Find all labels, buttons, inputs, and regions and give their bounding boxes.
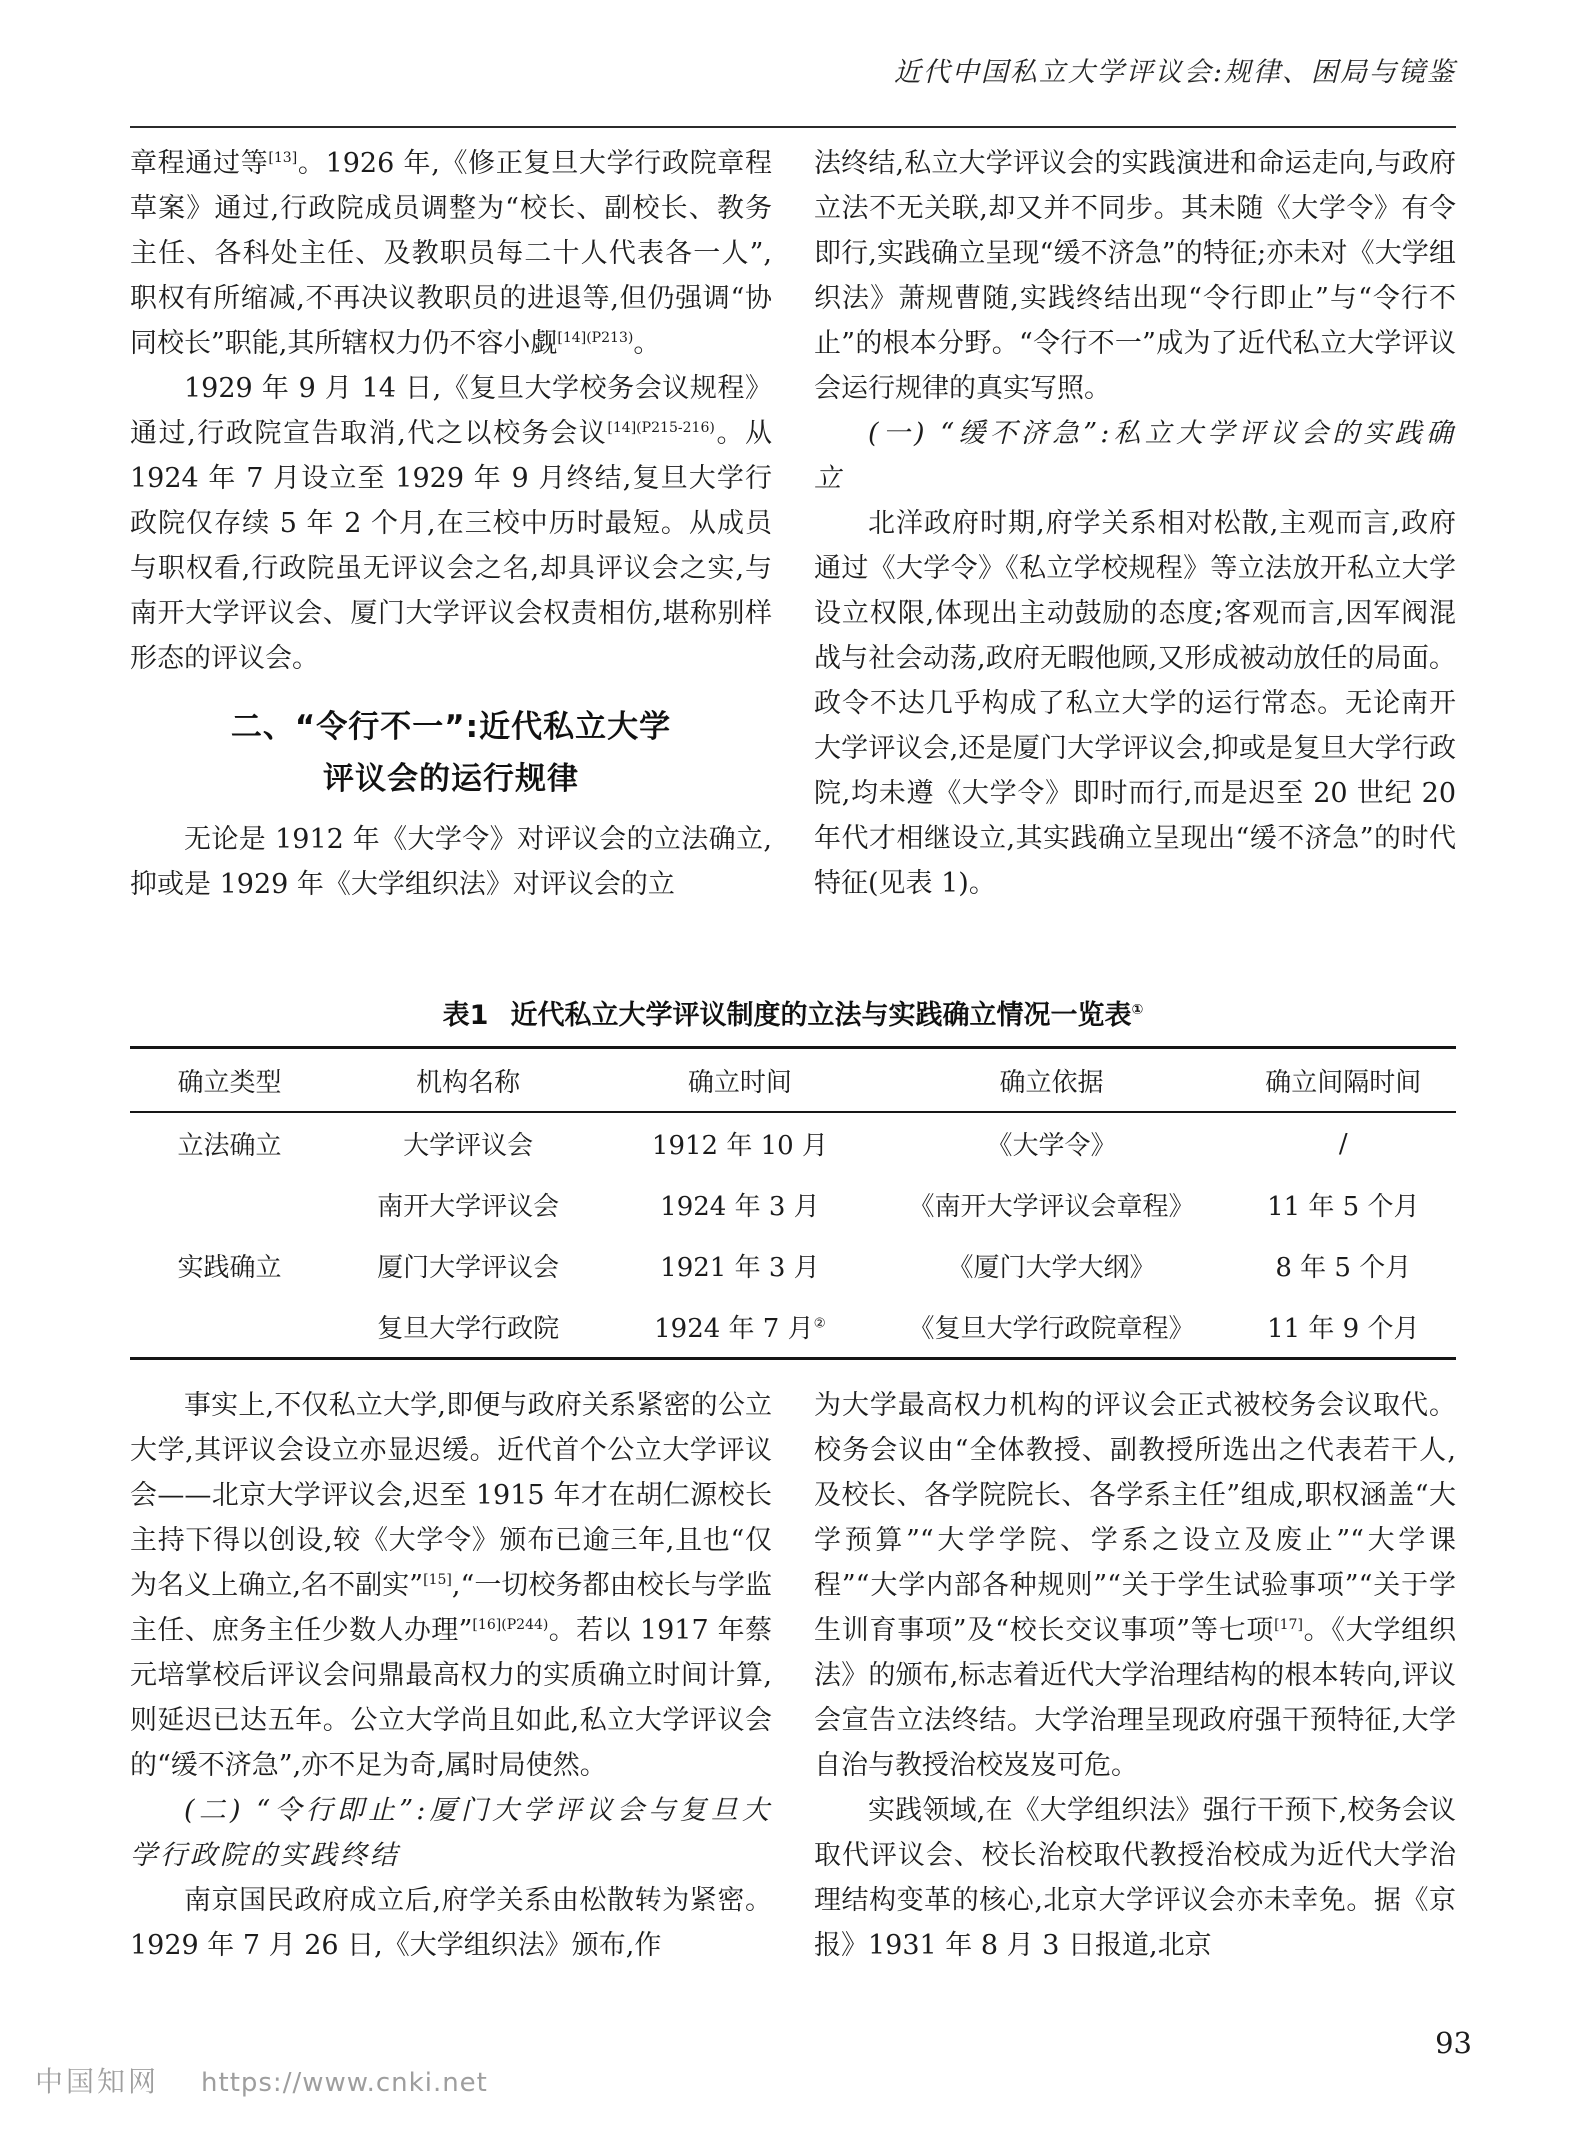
text-run: (二) “令行即止”:厦门大学评议会与复旦大学行政院的实践终结 bbox=[130, 1795, 772, 1871]
subsection-heading bbox=[814, 411, 1456, 501]
paragraph bbox=[130, 817, 772, 907]
paragraph bbox=[130, 1383, 772, 1788]
cell-interval-time: 11 年 9 个月 bbox=[1267, 1314, 1420, 1344]
page-number: 93 bbox=[1435, 2026, 1472, 2060]
text-run: 章程通过等 bbox=[130, 148, 269, 179]
paragraph bbox=[814, 1788, 1456, 1968]
cell-establishment-type: 实践确立 bbox=[177, 1253, 282, 1283]
table-row bbox=[130, 1235, 1456, 1296]
running-title: 近代中国私立大学评议会:规律、困局与镜鉴 bbox=[893, 57, 1456, 88]
text-run: 1929 年 9 月 14 日,《复旦大学校务会议规程》通过,行政院宣告取消,代之以校务会议 bbox=[130, 373, 772, 449]
table-caption-text: 近代私立大学评议制度的立法与实践确立情况一览表 bbox=[510, 1000, 1132, 1031]
section-heading-line: 评议会的运行规律 bbox=[323, 761, 579, 797]
table-row bbox=[130, 1296, 1456, 1359]
column-top-left bbox=[130, 141, 772, 989]
text-run: 事实上,不仅私立大学,即便与政府关系紧密的公立大学,其评议会设立亦显迟缓。近代首个公立大学评议会——北京大学评议会,迟至 1915 年才在胡仁源校长主持下得以创设,较《大学令》颁布已逾三年,且也“仅为名义上确立,名不副实” bbox=[130, 1390, 772, 1601]
cell-establishment-basis: 《厦门大学大纲》 bbox=[947, 1253, 1156, 1283]
column-top-right bbox=[814, 141, 1456, 989]
table-caption-label: 表1 bbox=[442, 1000, 489, 1031]
cell-organization: 南开大学评议会 bbox=[377, 1192, 560, 1222]
text-run: 为大学最高权力机构的评议会正式被校务会议取代。校务会议由“全体教授、副教授所选出之代表若干人,及校长、各学院院长、各学系主任”组成,职权涵盖“大学预算”“大学学院、学系之设立及废止”“大学课程”“大学内部各种规则”“关于学生试验事项”“关于学生训育事项”及“校长交议事项”等七项 bbox=[814, 1390, 1456, 1646]
citation-superscript: [13] bbox=[268, 150, 298, 166]
citation-superscript: [16](P244) bbox=[472, 1617, 549, 1633]
cell-establishment-basis: 《复旦大学行政院章程》 bbox=[908, 1314, 1195, 1344]
cell-establishment-type: 立法确立 bbox=[177, 1131, 282, 1161]
table-footnote-mark: ② bbox=[813, 1315, 826, 1332]
column-bottom-left bbox=[130, 1383, 772, 1968]
paragraph bbox=[130, 366, 772, 681]
paragraph bbox=[130, 141, 772, 366]
section-heading-line: 二、“令行不一”:近代私立大学 bbox=[230, 709, 672, 745]
table-caption-footnote-mark: ① bbox=[1131, 1002, 1144, 1018]
header-rule bbox=[130, 126, 1456, 128]
cell-interval-time: 11 年 5 个月 bbox=[1267, 1192, 1420, 1222]
text-run: ,“一切校务都由校长与学监主任、庶务主任少数人办理” bbox=[130, 1570, 772, 1646]
cell-establishment-time: 1912 年 10 月 bbox=[651, 1131, 828, 1161]
table-header-cell: 确立依据 bbox=[999, 1067, 1104, 1098]
text-run: 法终结,私立大学评议会的实践演进和命运走向,与政府立法不无关联,却又并不同步。其未随《大学令》有令即行,实践确立呈现“缓不济急”的特征;亦未对《大学组织法》萧规曹随,实践终结出现“令行即止”与“令行不止”的根本分野。“令行不一”成为了近代私立大学评议会运行规律的真实写照。 bbox=[814, 148, 1456, 404]
text-run: 。 bbox=[633, 328, 661, 359]
cell-organization: 厦门大学评议会 bbox=[377, 1253, 560, 1283]
table-header-cell: 确立类型 bbox=[177, 1067, 282, 1098]
cell-organization: 复旦大学行政院 bbox=[377, 1314, 560, 1344]
text-run: 。从 1924 年 7 月设立至 1929 年 9 月终结,复旦大学行政院仅存续 5 年 2 个月,在三校中历时最短。从成员与职权看,行政院虽无评议会之名,却具评议会之实,与南开大学评议会、厦门大学评议会权责相仿,堪称别样形态的评议会。 bbox=[130, 418, 773, 674]
cell-establishment-time: 1924 年 7 月② bbox=[654, 1314, 826, 1344]
paragraph bbox=[814, 141, 1456, 411]
citation-superscript: [15] bbox=[423, 1572, 452, 1588]
text-run: (一) “缓不济急”:私立大学评议会的实践确立 bbox=[814, 418, 1456, 494]
cnki-url-text: https://www.cnki.net bbox=[201, 2068, 488, 2098]
cell-establishment-time: 1924 年 3 月 bbox=[660, 1192, 820, 1222]
cell-interval-time: 8 年 5 个月 bbox=[1275, 1253, 1412, 1283]
text-run: 实践领域,在《大学组织法》强行干预下,校务会议取代评议会、校长治校取代教授治校成为近代大学治理结构变革的核心,北京大学评议会亦未幸免。据《京报》1931 年 8 月 3 日报道,北京 bbox=[814, 1795, 1456, 1961]
table-section bbox=[130, 993, 1456, 1360]
table-row bbox=[130, 1112, 1456, 1174]
paragraph bbox=[814, 1383, 1456, 1788]
citation-superscript: [14](P213) bbox=[557, 330, 634, 346]
text-run: 。《大学组织法》的颁布,标志着近代大学治理结构的根本转向,评议会宣告立法终结。大学治理呈现政府强干预特征,大学自治与教授治校岌岌可危。 bbox=[814, 1615, 1456, 1781]
text-run: 南京国民政府成立后,府学关系由松散转为紧密。1929 年 7 月 26 日,《大学组织法》颁布,作 bbox=[130, 1885, 772, 1961]
table-header-row bbox=[130, 1048, 1456, 1113]
citation-superscript: [14](P215-216) bbox=[607, 420, 715, 436]
table-row bbox=[130, 1174, 1456, 1235]
table-header-cell: 确立时间 bbox=[687, 1067, 792, 1098]
paragraph bbox=[130, 1878, 772, 1968]
cell-organization: 大学评议会 bbox=[403, 1131, 534, 1161]
cell-establishment-basis: 《大学令》 bbox=[986, 1131, 1117, 1161]
citation-superscript: [17] bbox=[1274, 1617, 1303, 1633]
column-bottom-right bbox=[814, 1383, 1456, 1968]
footer bbox=[35, 2060, 488, 2100]
establishment-table bbox=[130, 1046, 1456, 1360]
cnki-brand-label: 中国知网 bbox=[35, 2065, 160, 2098]
table-caption bbox=[130, 993, 1456, 1032]
text-run: 。1926 年,《修正复旦大学行政院章程草案》通过,行政院成员调整为“校长、副校长、教务主任、各科处主任、及教职员每二十人代表各一人”,职权有所缩减,不再决议教职员的进退等,但仍强调“协同校长”职能,其所辖权力仍不容小觑 bbox=[130, 148, 772, 359]
table-header-cell: 机构名称 bbox=[416, 1067, 521, 1098]
subsection-heading bbox=[130, 1788, 772, 1878]
text-run: 北洋政府时期,府学关系相对松散,主观而言,政府通过《大学令》《私立学校规程》等立法放开私立大学设立权限,体现出主动鼓励的态度;客观而言,因军阀混战与社会动荡,政府无暇他顾,又形成被动放任的局面。政令不达几乎构成了私立大学的运行常态。无论南开大学评议会,还是厦门大学评议会,抑或是复旦大学行政院,均未遵《大学令》即时而行,而是迟至 20 世纪 20 年代才相继设立,其实践确立呈现出“缓不济急”的时代特征(见表 1)。 bbox=[814, 508, 1456, 899]
cell-interval-time: / bbox=[1338, 1128, 1348, 1159]
text-run: 无论是 1912 年《大学令》对评议会的立法确立,抑或是 1929 年《大学组织法》对评议会的立 bbox=[130, 824, 772, 900]
section-heading bbox=[130, 701, 772, 805]
text-run: 。若以 1917 年蔡元培掌校后评议会问鼎最高权力的实质确立时间计算,则延迟已达五年。公立大学尚且如此,私立大学评议会的“缓不济急”,亦不足为奇,属时局使然。 bbox=[130, 1615, 772, 1781]
table-header-cell: 确立间隔时间 bbox=[1265, 1067, 1422, 1098]
paragraph bbox=[814, 501, 1456, 906]
cell-establishment-basis: 《南开大学评议会章程》 bbox=[908, 1192, 1195, 1222]
cell-establishment-time: 1921 年 3 月 bbox=[660, 1253, 820, 1283]
